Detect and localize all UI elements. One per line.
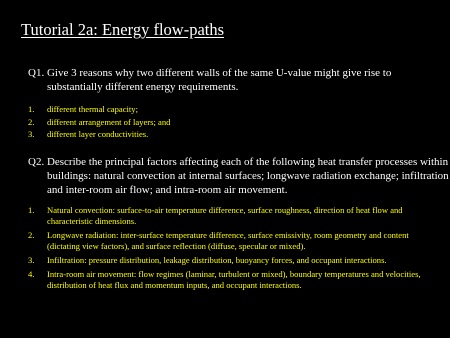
answer-number: 2.: [28, 229, 35, 240]
question-2-answer-list: [28, 205, 432, 293]
answer-text: Intra-room air movement: flow regimes (laminar, turbulent or mixed), boundary temperatures and velocities, distribution of heat flux and momentum inputs, and occupant interactions.: [47, 268, 421, 290]
answer-number: 1.: [28, 205, 35, 215]
answer-item: [28, 269, 432, 291]
answer-number: 1.: [28, 104, 35, 114]
question-1-answer-list: [28, 104, 432, 142]
answer-number: 3.: [28, 129, 35, 139]
answer-item: [28, 255, 432, 266]
answer-item: [28, 117, 432, 128]
question-1: Q1. Give 3 reasons why two different walls of the same U-value might give rise to substantially different energy requirements.: [28, 67, 392, 93]
answer-text: Longwave radiation: inter-surface temperature difference, surface emissivity, room geometry and content (dictating view factors), and surface reflection (diffuse, specular or mixed).: [47, 229, 409, 252]
answer-item: [28, 205, 432, 227]
answer-item: [28, 104, 432, 115]
answer-text: Infiltration: pressure distribution, leakage distribution, buoyancy forces, and occupant interactions.: [47, 254, 387, 265]
answer-number: 3.: [28, 254, 35, 265]
answer-text: Natural convection: surface-to-air temperature difference, surface roughness, direction of heat flow and characteristic dimensions.: [47, 205, 403, 227]
answer-number: 4.: [28, 268, 35, 279]
answer-text: different arrangement of layers; and: [47, 116, 171, 127]
slide-title: Tutorial 2a: Energy flow-paths: [21, 20, 225, 39]
answer-text: different thermal capacity;: [47, 104, 138, 114]
answer-item: [28, 230, 432, 252]
answer-text: different layer conductivities.: [47, 129, 149, 139]
answer-number: 2.: [28, 116, 35, 127]
question-2: Q2. Describe the principal factors affecting each of the following heat transfer processes within buildings: natural convection at internal surfaces; longwave radiation exchange; infiltration and inter-room air flow; and intra-room air movement.: [28, 156, 449, 196]
answer-item: [28, 129, 432, 140]
